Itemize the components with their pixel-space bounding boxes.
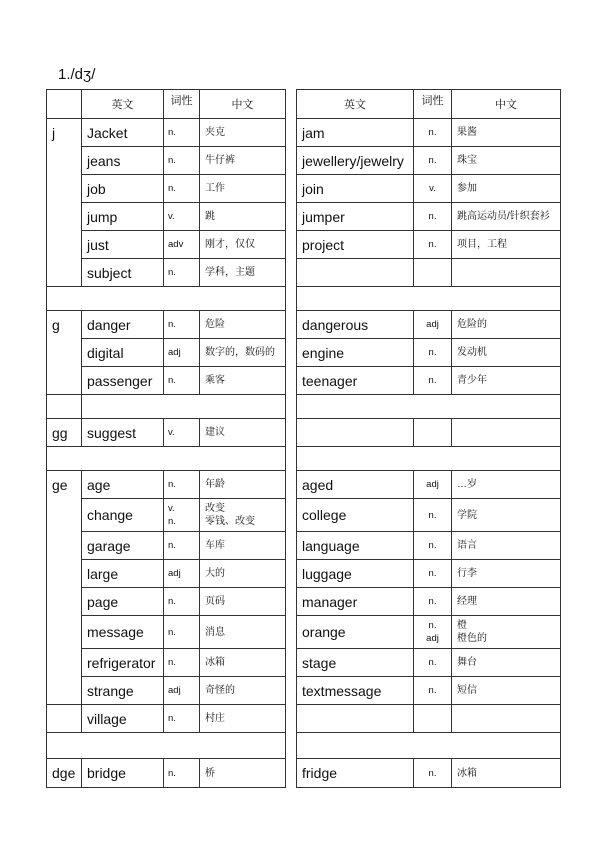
word-pos: n. xyxy=(414,231,452,259)
word-pos: n. xyxy=(164,616,200,649)
word-pos: n. xyxy=(164,147,200,175)
word-pos: n. xyxy=(164,311,200,339)
word-chinese: 参加 xyxy=(452,175,561,203)
word-chinese xyxy=(200,499,286,532)
word-pos: adj xyxy=(164,339,200,367)
word-pos: n. xyxy=(414,203,452,231)
spacer-row xyxy=(47,287,561,311)
word-chinese: 行李 xyxy=(452,560,561,588)
word-english: subject xyxy=(82,259,164,287)
word-pos-line: v. xyxy=(168,503,175,514)
table-row xyxy=(47,339,561,367)
word-chinese: 危险的 xyxy=(452,311,561,339)
word-english: just xyxy=(82,231,164,259)
table-row xyxy=(47,649,561,677)
word-pos: adj xyxy=(414,471,452,499)
table-row xyxy=(47,471,561,499)
word-chinese: 短信 xyxy=(452,677,561,705)
word-pos: adv xyxy=(164,231,200,259)
word-chinese: 桥 xyxy=(200,759,286,788)
word-chinese: 项目，工程 xyxy=(452,231,561,259)
word-pos: n. xyxy=(164,119,200,147)
word-pos: n. xyxy=(164,588,200,616)
vocabulary-table xyxy=(46,89,561,788)
word-pos: n. xyxy=(414,367,452,395)
word-chinese: 大的 xyxy=(200,560,286,588)
word-chinese: 学院 xyxy=(452,499,561,532)
table-row xyxy=(47,532,561,560)
table-row xyxy=(47,499,561,532)
word-pos: n. xyxy=(164,532,200,560)
header-pos-left: 词性 xyxy=(164,90,200,119)
table-row xyxy=(47,231,561,259)
header-row xyxy=(47,90,561,119)
word-pos: n. xyxy=(414,588,452,616)
word-chinese: 车库 xyxy=(200,532,286,560)
header-english-left: 英文 xyxy=(82,90,164,119)
word-english: village xyxy=(82,705,164,733)
word-chinese-line: 零钱、改变 xyxy=(205,516,255,527)
word-english: textmessage xyxy=(297,677,414,705)
word-chinese: 奇怪的 xyxy=(200,677,286,705)
table-row xyxy=(47,419,561,447)
word-pos: n. xyxy=(164,259,200,287)
word-pos: n. xyxy=(164,367,200,395)
word-english: engine xyxy=(297,339,414,367)
table-row xyxy=(47,203,561,231)
word-chinese: 跳高运动员/针织套衫 xyxy=(452,203,561,231)
word-chinese xyxy=(452,616,561,649)
word-english: page xyxy=(82,588,164,616)
word-pos: n. xyxy=(414,677,452,705)
word-english: jumper xyxy=(297,203,414,231)
spacer-row xyxy=(47,733,561,759)
word-english: orange xyxy=(297,616,414,649)
word-pos: n. xyxy=(414,339,452,367)
word-chinese: 牛仔裤 xyxy=(200,147,286,175)
word-english: suggest xyxy=(82,419,164,447)
table-row xyxy=(47,759,561,788)
word-english: jewellery/jewelry xyxy=(297,147,414,175)
word-english: refrigerator xyxy=(82,649,164,677)
word-pos-line: n. xyxy=(168,516,176,527)
word-pos: v. xyxy=(164,419,200,447)
table-row xyxy=(47,147,561,175)
word-chinese: 建议 xyxy=(200,419,286,447)
header-group-cell xyxy=(47,90,82,119)
word-english: fridge xyxy=(297,759,414,788)
word-chinese: 消息 xyxy=(200,616,286,649)
word-chinese: 语言 xyxy=(452,532,561,560)
group-label-j: j xyxy=(47,119,82,287)
word-pos xyxy=(164,499,200,532)
header-chinese-left: 中文 xyxy=(200,90,286,119)
word-chinese: 经理 xyxy=(452,588,561,616)
word-chinese: 刚才，仅仅 xyxy=(200,231,286,259)
table-row xyxy=(47,259,561,287)
word-english: language xyxy=(297,532,414,560)
word-pos: n. xyxy=(414,532,452,560)
table-row xyxy=(47,175,561,203)
word-chinese: 冰箱 xyxy=(200,649,286,677)
word-english: college xyxy=(297,499,414,532)
word-pos: n. xyxy=(414,759,452,788)
word-pos: n. xyxy=(414,147,452,175)
word-pos: adj xyxy=(414,311,452,339)
table-row xyxy=(47,588,561,616)
word-pos: n. xyxy=(164,471,200,499)
word-english: large xyxy=(82,560,164,588)
table-row xyxy=(47,616,561,649)
header-pos-right: 词性 xyxy=(414,90,452,119)
word-pos: adj xyxy=(164,560,200,588)
group-label-ge: ge xyxy=(47,471,82,705)
word-chinese: 数字的，数码的 xyxy=(200,339,286,367)
word-pos: v. xyxy=(164,203,200,231)
word-chinese: 冰箱 xyxy=(452,759,561,788)
word-chinese: 青少年 xyxy=(452,367,561,395)
group-label-gg: gg xyxy=(47,419,82,447)
word-english: teenager xyxy=(297,367,414,395)
word-english: join xyxy=(297,175,414,203)
word-chinese: 工作 xyxy=(200,175,286,203)
word-pos: n. xyxy=(164,705,200,733)
table-row xyxy=(47,705,561,733)
word-pos: n. xyxy=(414,499,452,532)
word-chinese: 危险 xyxy=(200,311,286,339)
word-english: message xyxy=(82,616,164,649)
table-row xyxy=(47,311,561,339)
word-english: passenger xyxy=(82,367,164,395)
word-pos xyxy=(414,616,452,649)
table-row xyxy=(47,677,561,705)
word-chinese-line: 改变 xyxy=(205,503,225,514)
word-chinese: 舞台 xyxy=(452,649,561,677)
word-english: change xyxy=(82,499,164,532)
word-chinese: 村庄 xyxy=(200,705,286,733)
word-chinese: 果酱 xyxy=(452,119,561,147)
word-chinese: 夹克 xyxy=(200,119,286,147)
word-pos: v. xyxy=(414,175,452,203)
word-english: job xyxy=(82,175,164,203)
word-chinese: 珠宝 xyxy=(452,147,561,175)
word-pos: n. xyxy=(164,175,200,203)
word-chinese: 乘客 xyxy=(200,367,286,395)
word-english: jam xyxy=(297,119,414,147)
word-english: manager xyxy=(297,588,414,616)
spacer-row xyxy=(47,447,561,471)
word-english: strange xyxy=(82,677,164,705)
word-english: project xyxy=(297,231,414,259)
word-chinese-line: 橙 xyxy=(457,620,467,631)
word-pos: n. xyxy=(164,759,200,788)
word-chinese-line: 橙色的 xyxy=(457,633,487,644)
word-pos: n. xyxy=(414,119,452,147)
word-pos-line: adj xyxy=(426,633,439,644)
word-english: digital xyxy=(82,339,164,367)
table-row xyxy=(47,119,561,147)
word-english: stage xyxy=(297,649,414,677)
word-english: garage xyxy=(82,532,164,560)
word-pos: n. xyxy=(164,649,200,677)
word-chinese: 发动机 xyxy=(452,339,561,367)
word-english: danger xyxy=(82,311,164,339)
word-english: jump xyxy=(82,203,164,231)
word-english: dangerous xyxy=(297,311,414,339)
group-label-dge: dge xyxy=(47,759,82,788)
header-chinese-right: 中文 xyxy=(452,90,561,119)
table-row xyxy=(47,367,561,395)
word-english: aged xyxy=(297,471,414,499)
word-pos: n. xyxy=(414,649,452,677)
word-english: jeans xyxy=(82,147,164,175)
word-chinese: 学科，主题 xyxy=(200,259,286,287)
word-pos: n. xyxy=(414,560,452,588)
word-pos: adj xyxy=(164,677,200,705)
word-english: Jacket xyxy=(82,119,164,147)
word-chinese: 跳 xyxy=(200,203,286,231)
table-row xyxy=(47,560,561,588)
group-label-g: g xyxy=(47,311,82,395)
word-chinese: 页码 xyxy=(200,588,286,616)
word-english: age xyxy=(82,471,164,499)
header-english-right: 英文 xyxy=(297,90,414,119)
word-english: luggage xyxy=(297,560,414,588)
page-heading: 1./dʒ/ xyxy=(58,66,96,83)
word-pos-line: n. xyxy=(428,620,437,631)
word-chinese: 年龄 xyxy=(200,471,286,499)
spacer-row xyxy=(47,395,561,419)
word-chinese: …岁 xyxy=(452,471,561,499)
word-english: bridge xyxy=(82,759,164,788)
